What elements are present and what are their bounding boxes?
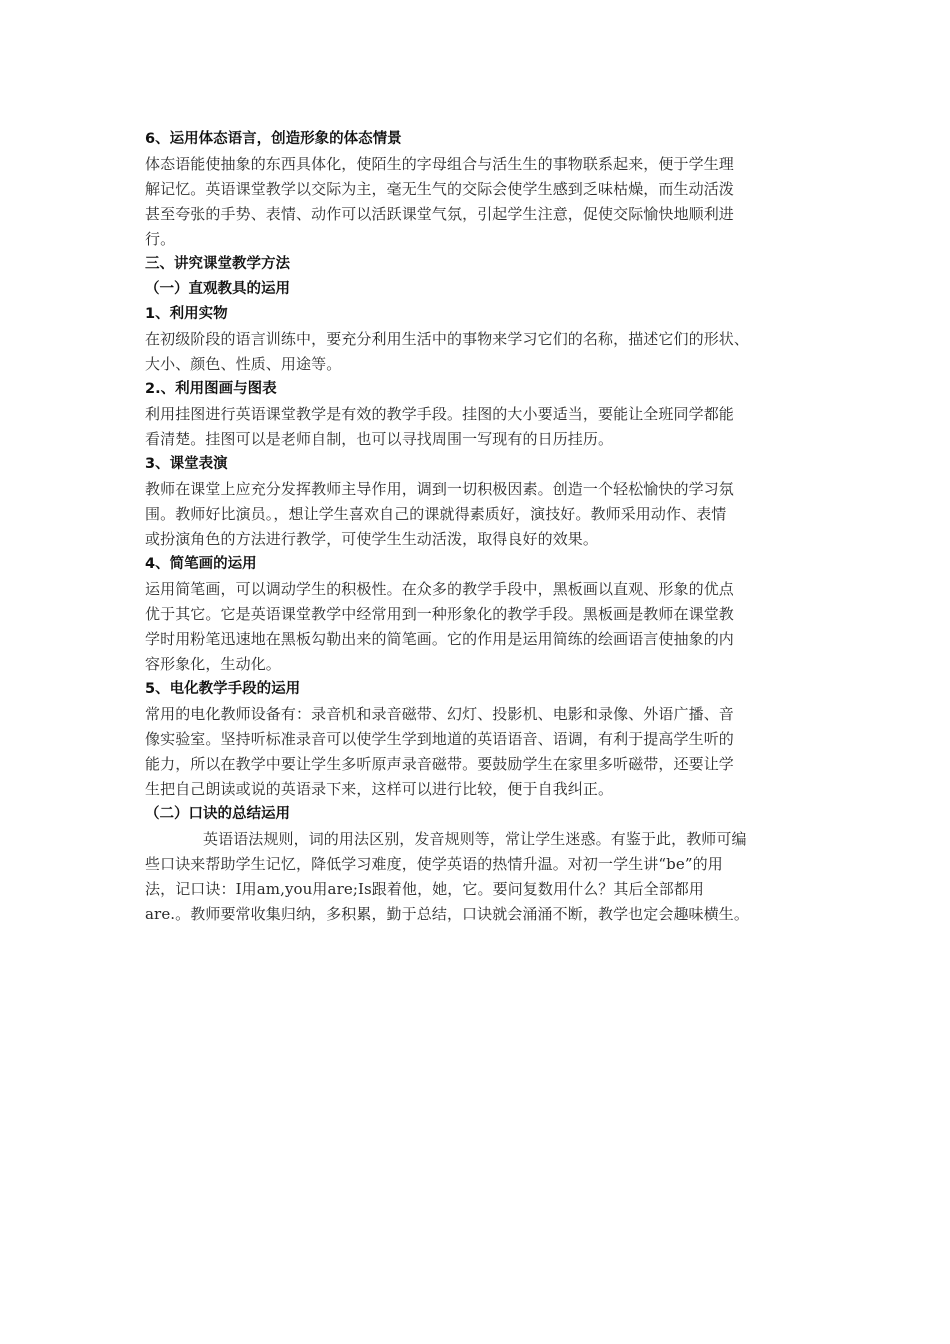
paragraph-line: 运用简笔画，可以调动学生的积极性。在众多的教学手段中，黑板画以直观、形象的优点	[145, 580, 734, 598]
paragraph-line: 在初级阶段的语言训练中，要充分利用生活中的事物来学习它们的名称，描述它们的形状、	[145, 330, 750, 348]
paragraph-line: 能力，所以在教学中要让学生多听原声录音磁带。要鼓励学生在家里多听磁带，还要让学	[145, 755, 734, 773]
paragraph-line: 体态语能使抽象的东西具体化，使陌生的字母组合与活生生的事物联系起来，便于学生理	[145, 155, 734, 173]
paragraph-line: are.。教师要常收集归纳，多积累，勤于总结，口诀就会涌涌不断，教学也定会趣味横生。	[145, 905, 749, 923]
paragraph-line: 解记忆。英语课堂教学以交际为主，毫无生气的交际会使学生感到乏味枯燥，而生动活泼	[145, 180, 734, 198]
paragraph-line: 像实验室。坚持听标准录音可以使学生学到地道的英语语音、语调，有利于提高学生听的	[145, 730, 734, 748]
heading-stick-drawing: 4、简笔画的运用	[145, 556, 257, 572]
paragraph-line: 些口诀来帮助学生记忆，降低学习难度，使学英语的热情升温。对初一学生讲“be”的用	[145, 855, 723, 873]
paragraph-line: 常用的电化教师设备有：录音机和录音磁带、幻灯、投影机、电影和录像、外语广播、音	[145, 705, 734, 723]
paragraph-line: 教师在课堂上应充分发挥教师主导作用，调到一切积极因素。创造一个轻松愉快的学习氛	[145, 480, 734, 498]
heading-visual-aids: （一）直观教具的运用	[145, 281, 290, 297]
heading-body-language: 6、运用体态语言，创造形象的体态情景	[145, 131, 402, 147]
heading-teaching-methods: 三、讲究课堂教学方法	[145, 256, 290, 272]
heading-real-objects: 1、利用实物	[145, 306, 228, 322]
paragraph-line: 看清楚。挂图可以是老师自制，也可以寻找周围一写现有的日历挂历。	[145, 430, 614, 448]
paragraph-line: 甚至夸张的手势、表情、动作可以活跃课堂气氛，引起学生注意，促使交际愉快地顺利进	[145, 205, 734, 223]
heading-electronic-media: 5、电化教学手段的运用	[145, 681, 301, 697]
paragraph-line: 大小、颜色、性质、用途等。	[145, 355, 342, 373]
paragraph-line: 利用挂图进行英语课堂教学是有效的教学手段。挂图的大小要适当，要能让全班同学都能	[145, 405, 734, 423]
paragraph-line: 优于其它。它是英语课堂教学中经常用到一种形象化的教学手段。黑板画是教师在课堂教	[145, 605, 734, 623]
paragraph-line: 英语语法规则，词的用法区别，发音规则等，常让学生迷惑。有鉴于此，教师可编	[203, 830, 747, 848]
paragraph-line: 生把自己朗读或说的英语录下来，这样可以进行比较，便于自我纠正。	[145, 780, 614, 798]
heading-classroom-performance: 3、课堂表演	[145, 456, 228, 472]
paragraph-line: 容形象化，生动化。	[145, 655, 281, 673]
heading-pictures-charts: 2.、利用图画与图表	[145, 381, 277, 397]
document-page	[145, 127, 817, 927]
paragraph-line: 或扮演角色的方法进行教学，可使学生生动活泼，取得良好的效果。	[145, 530, 599, 548]
heading-mnemonics: （二）口诀的总结运用	[145, 806, 290, 822]
paragraph-line: 围。教师好比演员。，想让学生喜欢自己的课就得素质好，演技好。教师采用动作、表情	[145, 505, 727, 523]
paragraph-line: 行。	[145, 230, 176, 248]
paragraph-line: 法，记口诀：I用am,you用are;Is跟着他，她，它。要问复数用什么？其后全部都用	[145, 880, 704, 898]
paragraph-line: 学时用粉笔迅速地在黑板勾勒出来的简笔画。它的作用是运用简练的绘画语言使抽象的内	[145, 630, 734, 648]
